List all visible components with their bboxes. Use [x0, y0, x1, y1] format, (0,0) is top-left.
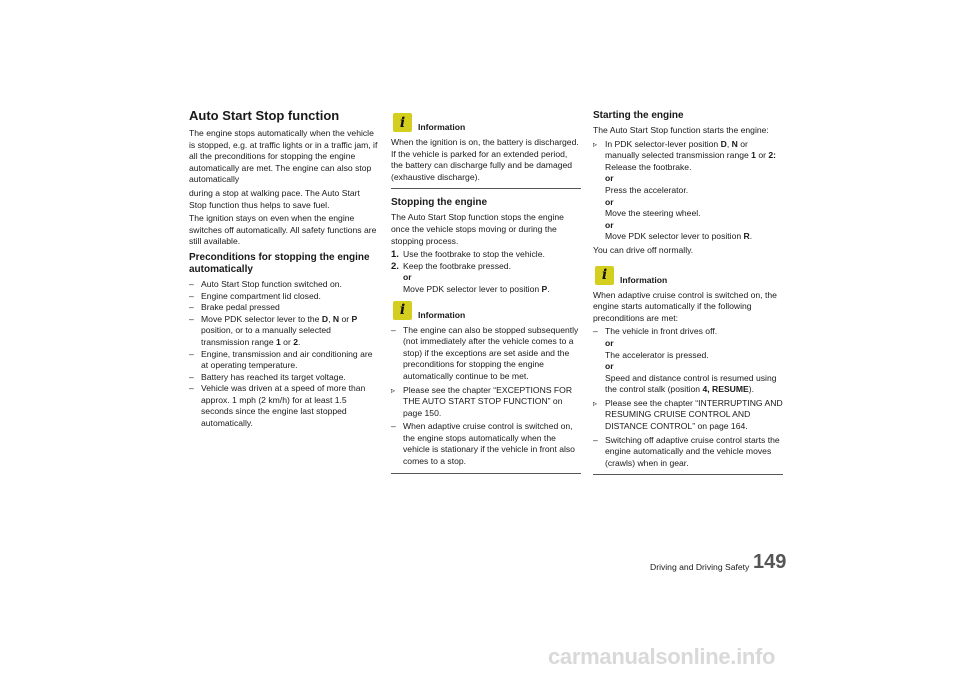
list-item: ▹ In PDK selector-lever position D, N or manually selected transmission range 1 or 2: Release the footbrake. or Press the accelerator. or Move the steering wheel. or Move PDK selector lever to position R. — [593, 139, 783, 243]
step-item: 1. Use the footbrake to stop the vehicle. — [391, 249, 545, 261]
preconditions-heading: Preconditions for stopping the engine automatically — [189, 251, 370, 275]
stopping-steps — [391, 249, 581, 295]
watermark: carmanualsonline.info — [548, 644, 776, 669]
step-item: 2. Keep the footbrake pressed. or Move PDK selector lever to position P. — [391, 260, 550, 294]
cross-reference: ▹ Please see the chapter “INTERRUPTING AND RESUMING CRUISE CONTROL AND DISTANCE CONTROL” on page 164. — [593, 398, 783, 433]
divider — [593, 474, 783, 475]
info-heading-stopping: i Information — [391, 300, 581, 320]
info-heading-acc: i Information — [593, 265, 783, 285]
intro-paragraph-1: The engine stops automatically when the vehicle is stopped, e.g. at traffic lights or in a traffic jam, if all the preconditions for stopping the engine automatically are met. The engine can also stop automatically — [189, 128, 378, 185]
list-item: – Engine, transmission and air conditioning are at operating temperature. — [189, 349, 379, 372]
starting-intro: The Auto Start Stop function starts the engine: — [593, 125, 769, 135]
info-text-battery: When the ignition is on, the battery is discharged. If the vehicle is parked for an extended period, the battery can discharge fully and be damaged (exhaustive discharge). — [391, 137, 579, 182]
list-item: – The vehicle in front drives off. or The accelerator is pressed. or Speed and distance control is resumed using the control stalk (position 4, RESUME). — [593, 326, 783, 396]
list-item: – Brake pedal pressed — [189, 302, 379, 314]
list-item: – Engine compartment lid closed. — [189, 291, 379, 303]
starting-conditions — [593, 139, 783, 243]
info-icon: i — [595, 266, 614, 285]
info-text-acc: When adaptive cruise control is switched on, the engine starts automatically if the following preconditions are met: — [593, 289, 777, 323]
list-item: – Battery has reached its target voltage. — [189, 372, 379, 384]
info-icon: i — [393, 301, 412, 320]
stopping-intro: The Auto Start Stop function stops the engine once the vehicle stops moving or during the stopping process. — [391, 212, 564, 246]
column-stopping-engine — [391, 108, 581, 482]
intro-paragraph-2: during a stop at walking pace. The Auto Start Stop function thus helps to save fuel. — [189, 187, 360, 210]
info-icon: i — [393, 113, 412, 132]
page-number: 149 — [753, 551, 787, 573]
drive-off-text: You can drive off normally. — [593, 244, 694, 255]
divider — [391, 473, 581, 474]
cross-reference: ▹ Please see the chapter “EXCEPTIONS FOR THE AUTO START STOP FUNCTION” on page 150. — [391, 385, 581, 420]
column-starting-engine — [593, 108, 783, 483]
page-title: Auto Start Stop function — [189, 108, 340, 123]
list-item: – Move PDK selector lever to the D, N or P position, or to a manually selected transmission range 1 or 2. — [189, 314, 379, 349]
info-list-stopping — [391, 325, 581, 383]
column-auto-start-stop — [189, 108, 379, 432]
list-item: – Auto Start Stop function switched on. — [189, 279, 379, 291]
intro-paragraph-3: The ignition stays on even when the engine switches off automatically. All safety functions are still available. — [189, 213, 377, 247]
acc-conditions — [593, 326, 783, 396]
stopping-heading: Stopping the engine — [391, 197, 488, 209]
section-footer: Driving and Driving Safety — [650, 562, 750, 572]
divider — [391, 188, 581, 189]
list-item: – When adaptive cruise control is switched on, the engine stops automatically when the vehicle is stationary if the vehicle in front also comes to a stop. — [391, 421, 581, 467]
starting-heading: Starting the engine — [593, 110, 684, 121]
list-item: – Vehicle was driven at a speed of more than approx. 1 mph (2 km/h) for at least 1.5 seconds since the engine last stopped automatically. — [189, 383, 379, 429]
info-heading-battery: i Information — [391, 112, 581, 132]
preconditions-list — [189, 279, 379, 430]
list-item: – The engine can also be stopped subsequently (not immediately after the vehicle comes to a stop) if the exceptions are set aside and the preconditions for stopping the engine automatically continue to be met. — [391, 325, 581, 383]
list-item: – Switching off adaptive cruise control starts the engine automatically and the vehicle moves (crawls) when in gear. — [593, 435, 783, 470]
